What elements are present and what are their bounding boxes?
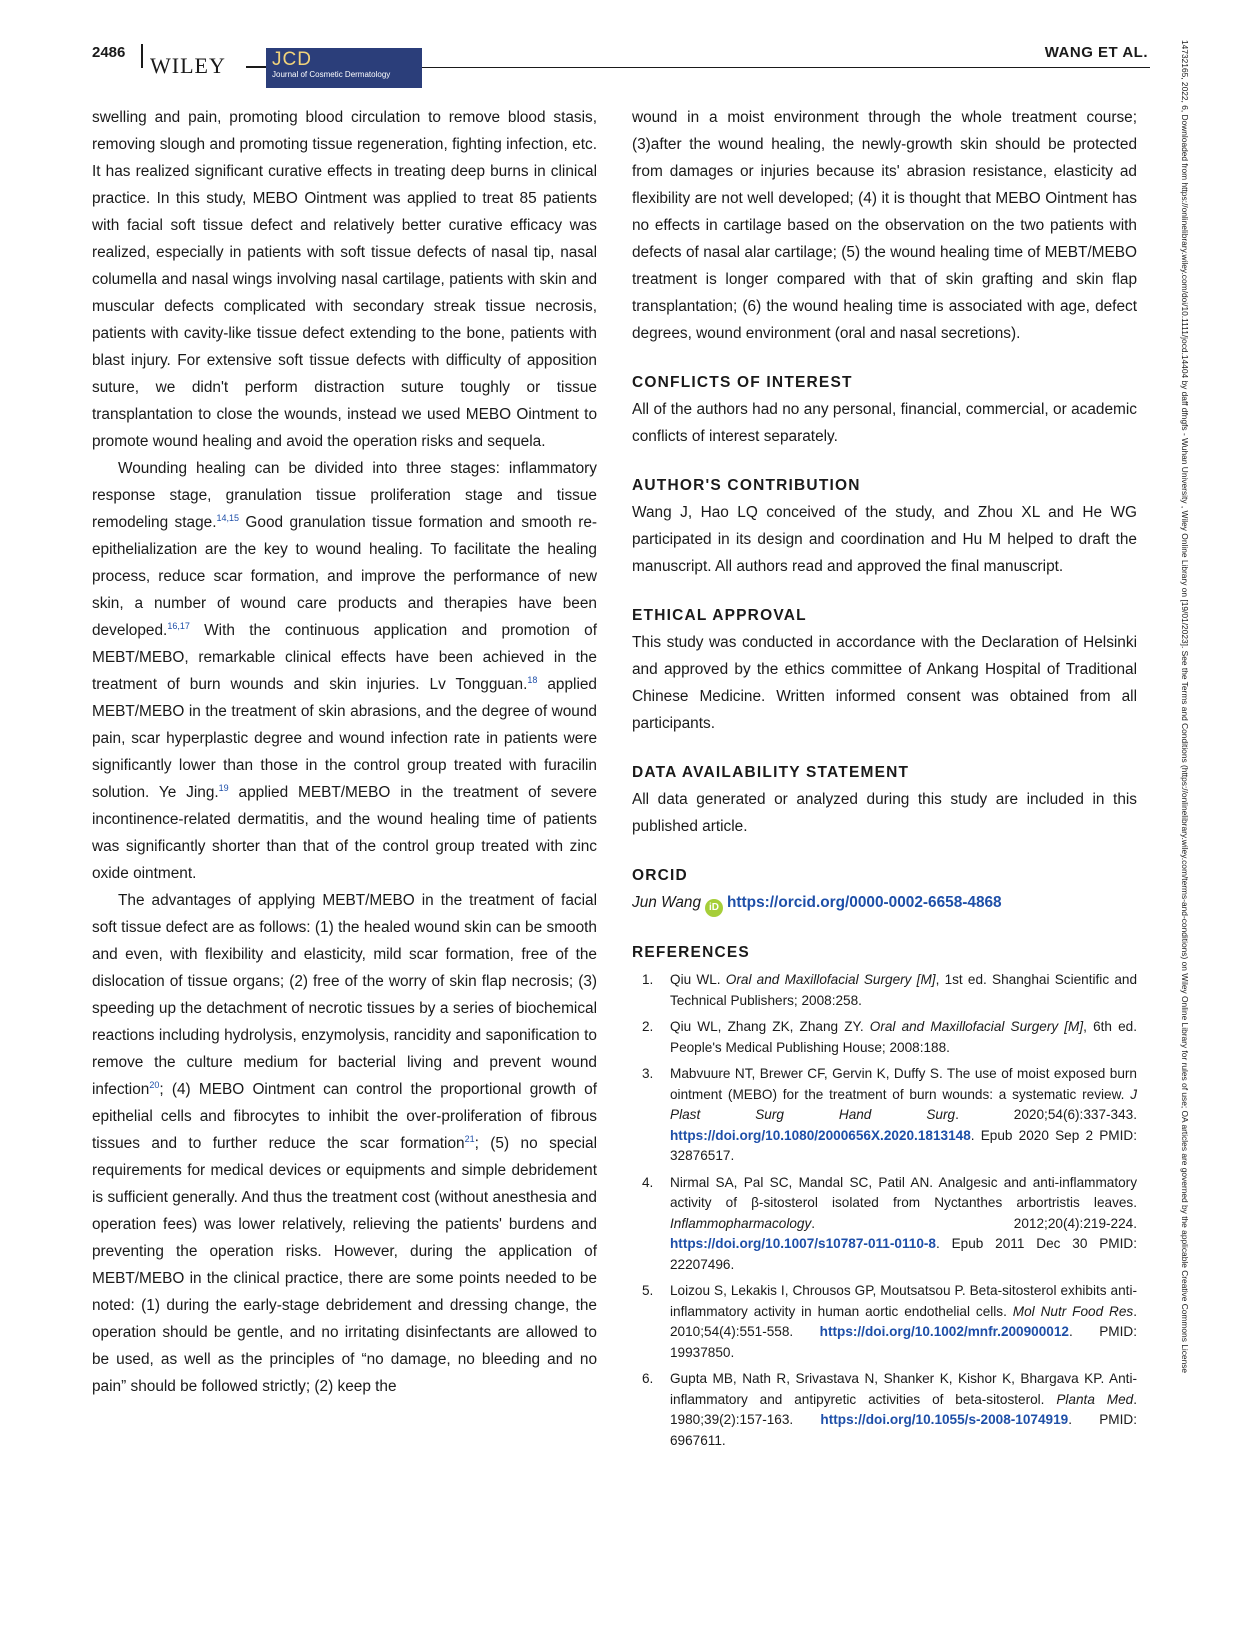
reference-text: . Epub 2020 Sep 2 PMID: 32876517.: [670, 1127, 1137, 1163]
journal-badge: [266, 48, 422, 88]
section-heading-data: DATA AVAILABILITY STATEMENT: [632, 764, 910, 781]
spacer: [632, 917, 1137, 939]
citation[interactable]: 18: [527, 674, 538, 685]
paragraph: Wang J, Hao LQ conceived of the study, and Zhou XL and He WG participated in its design and coordination and Hu M helped to draft the manuscript. All authors read and approved the final manuscript.: [632, 504, 1137, 575]
reference-text: Loizou S, Lekakis I, Chrousos GP, Moutsatsou P. Beta-sitosterol exhibits anti-inflammatory activity in human aortic endothelial cells.: [670, 1283, 1137, 1319]
paragraph: [92, 455, 597, 887]
reference-text: Qiu WL, Zhang ZK, Zhang ZY.: [670, 1019, 870, 1034]
section-heading-ethical: ETHICAL APPROVAL: [632, 607, 807, 624]
section-heading-conflicts: CONFLICTS OF INTEREST: [632, 374, 853, 391]
section-heading-references: REFERENCES: [632, 944, 750, 961]
reference-number: 4.: [642, 1174, 654, 1190]
paragraph: swelling and pain, promoting blood circulation to remove blood stasis, removing slough and promoting tissue regeneration, fighting infection, etc. It has realized significant curative effects in treating deep burns in clinical practice. In this study, MEBO Ointment was applied to treat 85 patients with facial soft tissue defect and relatively better curative efficacy was realized, especially in patients with soft tissue defects of nasal tip, nasal columella and nasal wings involving nasal cartilage, patients with skin and muscular defects complicated with secondary streak tissue necrosis, patients with cavity-like tissue defect extending to the bone, patients with blast injury. For extensive soft tissue defects with difficulty of apposition suture, we didn't perform distraction suture toughly or tissue transplantation to close the wounds, instead we used MEBO Ointment to promote wound healing and avoid the operation risks and sequela.: [92, 109, 597, 450]
reference-number: 6.: [642, 1371, 654, 1386]
paragraph: This study was conducted in accordance with the Declaration of Helsinki and approved by the ethics committee of Ankang Hospital of Traditional Chinese Medicine. Written informed consent was obtained from all participants.: [632, 634, 1137, 732]
reference-text: Nirmal SA, Pal SC, Mandal SC, Patil AN. Analgesic and anti-inflammatory activity of β-sitosterol isolated from Nyctanthes arbortristis leaves.: [670, 1174, 1137, 1210]
doi-link[interactable]: https://doi.org/10.1002/mnfr.200900012: [819, 1324, 1069, 1339]
reference-text: . Epub 2011 Dec 30 PMID: 22207496.: [670, 1236, 1137, 1272]
right-column: [632, 104, 1137, 1457]
orcid-entry: [632, 889, 1137, 917]
running-head: WANG ET AL.: [1044, 44, 1148, 61]
reference-text: Gupta MB, Nath R, Srivastava N, Shanker K, Kishor K, Bhargava KP. Anti-inflammatory and antipyretic activities of beta-sitosterol.: [670, 1371, 1137, 1407]
doi-link[interactable]: https://doi.org/10.1007/s10787-011-0110-8: [670, 1236, 936, 1251]
reference-text: . 2020;54(6):337-343.: [955, 1107, 1138, 1122]
reference-list: [632, 970, 1137, 1451]
download-notice: 14732165, 2022, 6, Downloaded from https://onlinelibrary.wiley.com/doi/10.1111/jocd.14404 by daff dfngfs - Wuhan University , Wiley Online Library on [19/01/2023]. See the Terms and Conditions (https://onlinelibrary.wiley.com/terms-and-conditions) on Wiley Online Library for rules of use; OA articles are governed by the applicable Creative Commons License: [1180, 40, 1190, 1374]
citation[interactable]: 14,15: [216, 512, 240, 523]
text-run: Wounding healing can be divided into three stages: inflammatory response stage, granulation tissue proliferation stage and tissue remodeling stage.: [92, 460, 597, 531]
reference-number: 5.: [642, 1283, 654, 1298]
reference-text: , 1st ed. Shanghai Scientific and Technical Publishers; 2008:258.: [670, 972, 1138, 1008]
section-heading-contribution: AUTHOR'S CONTRIBUTION: [632, 477, 861, 494]
reference-text: . PMID: 19937850.: [670, 1324, 1137, 1360]
reference-journal: Oral and Maxillofacial Surgery [M]: [725, 972, 936, 987]
reference-journal: J Plast Surg Hand Surg: [670, 1086, 1137, 1122]
reference-item: [632, 1017, 1137, 1058]
reference-text: . PMID: 6967611.: [670, 1412, 1137, 1448]
citation[interactable]: 19: [218, 782, 229, 793]
reference-text: . 2012;20(4):219-224.: [811, 1215, 1137, 1231]
orcid-icon: iD: [705, 899, 723, 917]
text-run: ; (5) no special requirements for medical devices or equipments and simple debridement is sufficient generally. And thus the treatment cost (without anesthesia and operation fees) was lower relatively, relieving the patients' burdens and preventing the operation risks. However, during the application of MEBT/MEBO in the clinical practice, there are some points needed to be noted: (1) during the early-stage debridement and dressing change, the operation should be gentle, and no irritating disinfectants are allowed to be used, as well as the principles of “no damage, no bleeding and no pain” should be followed strictly; (2) keep the: [92, 1135, 597, 1395]
reference-journal: Oral and Maxillofacial Surgery [M]: [869, 1019, 1084, 1034]
reference-journal: Mol Nutr Food Res: [1012, 1303, 1134, 1319]
paragraph: wound in a moist environment through the whole treatment course; (3)after the wound healing, the newly-growth skin should be protected from damages or injuries because its' abrasion resistance, elasticity ad flexibility are not well developed; (4) it is thought that MEBO Ointment has no effects in cartilage based on the observation on the two patients with defects of nasal alar cartilage; (5) the wound healing time of MEBT/MEBO treatment is longer compared with that of skin grafting and skin flap transplantation; (6) the wound healing time is associated with age, defect degrees, wound environment (oral and nasal secretions).: [632, 109, 1137, 342]
left-column: [92, 104, 597, 1400]
spacer: [632, 580, 1137, 602]
text-run: ; (4) MEBO Ointment can control the proportional growth of epithelial cells and fibrocytes to inhibit the over-proliferation of fibrous tissues and to further reduce the scar formation: [92, 1081, 597, 1152]
journal-abbr: JCD: [272, 49, 312, 70]
logo-dash: [246, 66, 266, 68]
reference-number: 2.: [642, 1019, 654, 1034]
doi-link[interactable]: https://doi.org/10.1055/s-2008-1074919: [820, 1412, 1069, 1427]
reference-item: [632, 1173, 1137, 1276]
reference-text: . 2010;54(4):551-558.: [670, 1303, 1138, 1339]
reference-number: 1.: [642, 972, 654, 987]
reference-text: . 1980;39(2):157-163.: [670, 1391, 1137, 1427]
reference-text: , 6th ed. People's Medical Publishing House; 2008:188.: [670, 1019, 1137, 1055]
publisher-logo: WILEY: [150, 53, 226, 78]
text-run: With the continuous application and promotion of MEBT/MEBO, remarkable clinical effects have been achieved in the treatment of burn wounds and skin injuries. Lv Tongguan.: [92, 622, 597, 693]
paragraph: [92, 887, 597, 1400]
spacer: [632, 737, 1137, 759]
doi-link[interactable]: https://doi.org/10.1080/2000656X.2020.1813148: [670, 1127, 971, 1143]
reference-item: [632, 1369, 1137, 1451]
page-number: 2486: [92, 44, 126, 61]
citation[interactable]: 16,17: [167, 620, 190, 631]
reference-journal: Inflammopharmacology: [670, 1215, 812, 1231]
reference-text: Mabvuure NT, Brewer CF, Gervin K, Duffy S. The use of moist exposed burn ointment (MEBO) for the treatment of burn wounds: a systematic review.: [670, 1066, 1137, 1102]
paragraph: All data generated or analyzed during this study are included in this published article.: [632, 791, 1137, 835]
orcid-link[interactable]: https://orcid.org/0000-0002-6658-4868: [727, 894, 1002, 911]
journal-name: Journal of Cosmetic Dermatology: [272, 70, 391, 79]
text-run: applied MEBT/MEBO in the treatment of skin abrasions, and the degree of wound pain, scar hyperplastic degree and wound infection rate in patients were significantly lower than those in the control group treated with furacilin solution. Ye Jing.: [92, 676, 597, 801]
header-rule: [422, 67, 1150, 68]
spacer: [632, 347, 1137, 369]
reference-item: [632, 1281, 1137, 1363]
paragraph: All of the authors had no any personal, financial, commercial, or academic conflicts of interest separately.: [632, 401, 1137, 445]
spacer: [632, 450, 1137, 472]
text-run: The advantages of applying MEBT/MEBO in the treatment of facial soft tissue defect are as follows: (1) the healed wound skin can be smooth and even, with flexibility and elasticity, mild scar formation, free of the dislocation of tissue organs; (2) free of the worry of skin flap necrosis; (3) speeding up the detachment of necrotic tissues by a series of biochemical reactions including hydrolysis, enzymolysis, rancidity and saponification to remove the culture medium for bacterial living and prevent wound infection: [92, 892, 597, 1098]
reference-journal: Planta Med: [1056, 1391, 1134, 1407]
reference-item: [632, 1064, 1137, 1167]
section-heading-orcid: ORCID: [632, 867, 688, 884]
citation[interactable]: 21: [464, 1133, 475, 1144]
orcid-author: Jun Wang: [632, 894, 702, 911]
reference-text: Qiu WL.: [670, 972, 726, 987]
spacer: [632, 840, 1137, 862]
text-run: applied MEBT/MEBO in the treatment of severe incontinence-related dermatitis, and the wound healing time of patients was significantly shorter than that of the control group treated with zinc oxide ointment.: [92, 784, 597, 882]
text-run: Good granulation tissue formation and smooth re-epithelialization are the key to wound healing. To facilitate the healing process, reduce scar formation, and improve the performance of new skin, a number of wound care products and therapies have been developed.: [92, 514, 598, 639]
reference-number: 3.: [642, 1066, 654, 1081]
header-divider: [141, 44, 143, 68]
citation[interactable]: 20: [149, 1079, 160, 1090]
reference-item: [632, 970, 1137, 1011]
